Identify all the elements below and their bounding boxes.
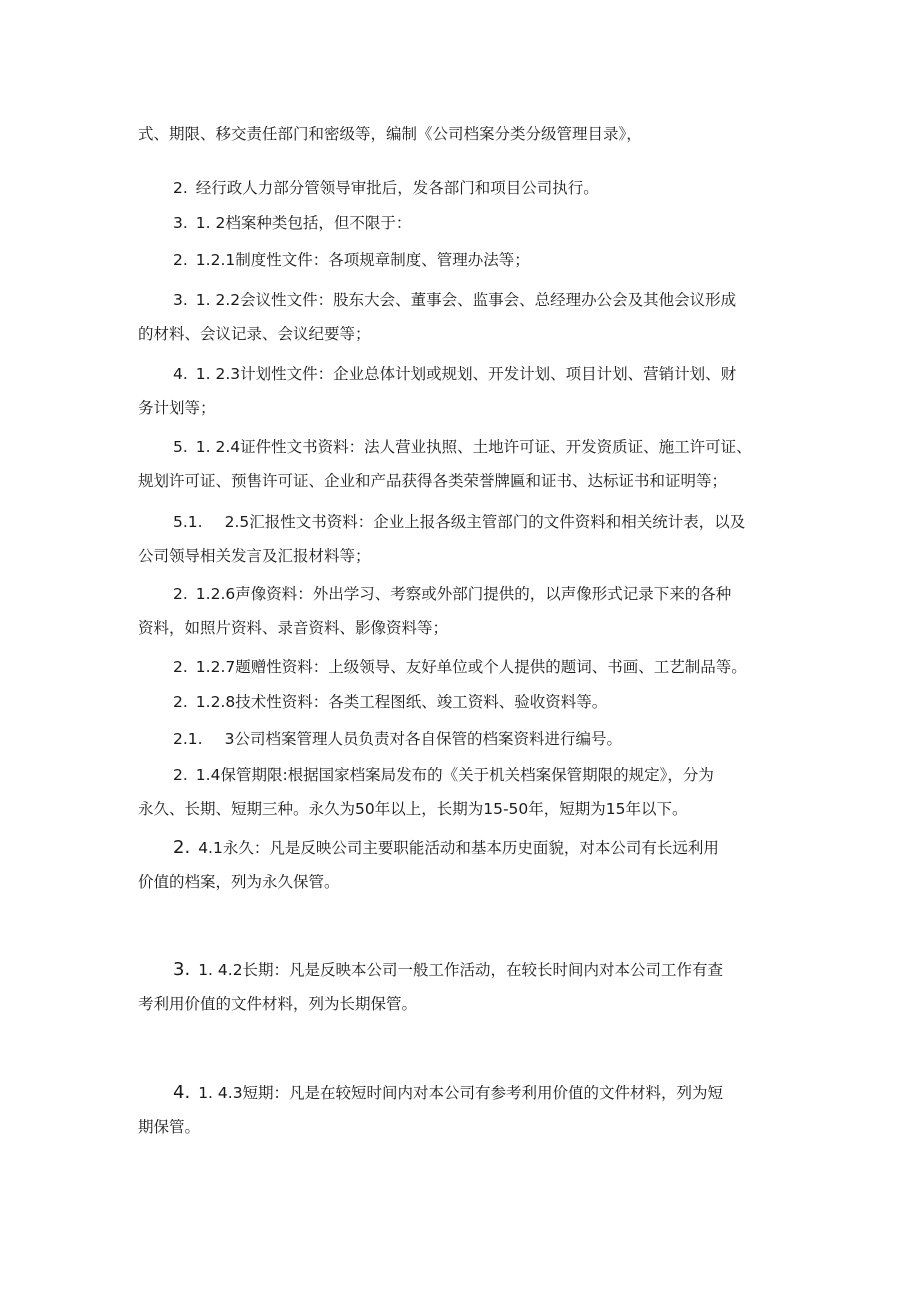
text-line: 式、期限、移交责任部门和密级等，编制《公司档案分类分级管理目录》， (138, 125, 642, 143)
paragraph-text: 1. 2档案种类包括，但不限于： (195, 214, 412, 232)
paragraph-10 (138, 685, 798, 719)
paragraph-text: 经行政人力部分管领导审批后，发各部门和项目公司执行。 (195, 179, 599, 197)
paragraph-5 (138, 357, 798, 425)
text-line (138, 722, 798, 756)
paragraph-text: 1. 4.3短期：凡是在较短时间内对本公司有参考利用价值的文件材料，列为短 (198, 1084, 724, 1102)
paragraph-number: 5.1. (173, 513, 203, 531)
text-line (138, 357, 798, 391)
paragraph-number: 4. (173, 365, 188, 383)
paragraph-11 (138, 722, 798, 756)
paragraph-12 (138, 758, 798, 826)
paragraph-text: 1.4保管期限:根据国家档案局发布的《关于机关档案保管期限的规定》，分为 (195, 766, 714, 784)
text-line (138, 650, 798, 684)
paragraph-text: 1.2.6声像资料：外出学习、考察或外部门提供的，以声像形式记录下来的各种 (195, 585, 732, 603)
paragraph-15 (138, 1076, 798, 1144)
text-line (138, 831, 798, 865)
text-line: 资料，如照片资料、录音资料、影像资料等； (138, 619, 449, 637)
text-line (138, 685, 798, 719)
paragraph-text: 1. 2.3计划性文件：企业总体计划或规划、开发计划、项目计划、营销计划、财 (195, 365, 737, 383)
paragraph-number: 4. (173, 1082, 191, 1103)
paragraph-text: 3公司档案管理人员负责对各自保管的档案资料进行编号。 (224, 730, 622, 748)
paragraph-text: 1. 4.2长期：凡是反映本公司一般工作活动，在较长时间内对本公司工作有查 (198, 961, 724, 979)
paragraph-text: 1. 2.4证件性文书资料：法人营业执照、土地许可证、开发资质证、施工许可证、 (195, 438, 752, 456)
paragraph-9 (138, 650, 798, 684)
paragraph-6 (138, 430, 798, 498)
text-line (138, 577, 798, 611)
text-line: 期保管。 (138, 1118, 201, 1136)
paragraph-8 (138, 577, 798, 645)
text-line: 考利用价值的文件材料，列为长期保管。 (138, 995, 418, 1013)
paragraph-text: 1.2.1制度性文件：各项规章制度、管理办法等； (195, 251, 530, 269)
paragraph-number: 2. (173, 837, 191, 858)
paragraph-13 (138, 831, 798, 899)
paragraph-text: 1.2.8技术性资料：各类工程图纸、竣工资料、验收资料等。 (195, 693, 608, 711)
text-line (138, 206, 798, 240)
text-line (138, 758, 798, 792)
paragraph-number: 2.1. (173, 730, 203, 748)
paragraph-1 (138, 171, 798, 205)
paragraph-number: 2. (173, 693, 188, 711)
text-line: 务计划等； (138, 399, 216, 417)
paragraph-0 (138, 117, 798, 151)
paragraph-3 (138, 243, 798, 277)
paragraph-number: 2. (173, 585, 188, 603)
text-line (138, 243, 798, 277)
paragraph-number: 2. (173, 251, 188, 269)
paragraph-number: 3. (173, 291, 188, 309)
paragraph-2 (138, 206, 798, 240)
paragraph-7 (138, 505, 798, 573)
text-line (138, 283, 798, 317)
paragraph-14 (138, 953, 798, 1021)
text-line (138, 505, 798, 539)
paragraph-number: 3. (173, 959, 191, 980)
paragraph-number: 3. (173, 214, 188, 232)
paragraph-number: 5. (173, 438, 188, 456)
paragraph-4 (138, 283, 798, 351)
paragraph-text: 4.1永久：凡是反映公司主要职能活动和基本历史面貌，对本公司有长远利用 (198, 839, 719, 857)
text-line (138, 171, 798, 205)
paragraph-number: 2. (173, 766, 188, 784)
text-line: 永久、长期、短期三种。永久为50年以上，长期为15-50年，短期为15年以下。 (138, 800, 688, 818)
text-line: 公司领导相关发言及汇报材料等； (138, 547, 371, 565)
text-line: 的材料、会议记录、会议纪要等； (138, 325, 371, 343)
text-line: 价值的档案，列为永久保管。 (138, 873, 340, 891)
paragraph-number: 2. (173, 658, 188, 676)
paragraph-text: 1. 2.2会议性文件：股东大会、董事会、监事会、总经理办公会及其他会议形成 (195, 291, 737, 309)
paragraph-text: 2.5汇报性文书资料：企业上报各级主管部门的文件资料和相关统计表，以及 (224, 513, 746, 531)
text-line (138, 430, 798, 464)
text-line (138, 1076, 798, 1110)
paragraph-number: 2. (173, 179, 188, 197)
paragraph-text: 1.2.7题赠性资料：上级领导、友好单位或个人提供的题词、书画、工艺制品等。 (195, 658, 747, 676)
text-line (138, 953, 798, 987)
text-line: 规划许可证、预售许可证、企业和产品获得各类荣誉牌匾和证书、达标证书和证明等； (138, 472, 728, 490)
